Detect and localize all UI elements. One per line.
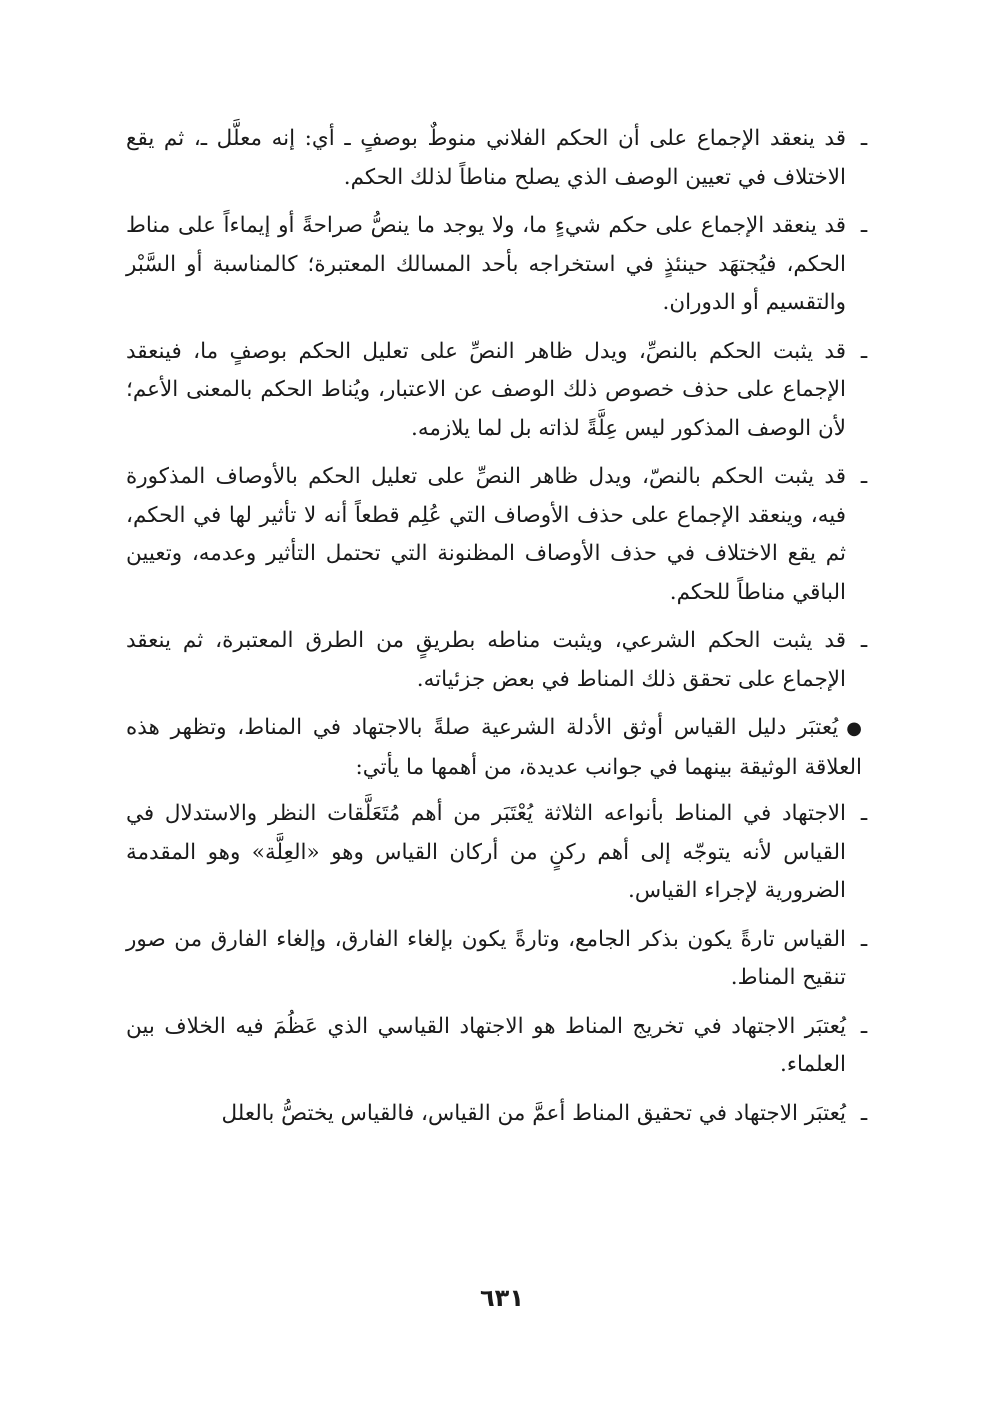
list-item — [126, 921, 874, 998]
list-item-text: قد يثبت الحكم بالنصِّ، ويدل ظاهر النصِّ على تعليل الحكم بوصفٍ ما، فينعقد الإجماع على حذف خصوص ذلك الوصف عن الاعتبار، ويُناط الحكم بالمعنى الأعم؛ لأن الوصف المذكور ليس عِلَّةً لذاته بل لما يلازمه. — [126, 338, 846, 441]
list-item-text: القياس تارةً يكون بذكر الجامع، وتارةً يكون بإلغاء الفارق، وإلغاء الفارق من صور تنقيح المناط. — [126, 926, 846, 990]
page-number: ٦٣١ — [480, 1284, 524, 1312]
list-item — [126, 333, 874, 449]
list-item — [126, 1008, 874, 1085]
bullet-icon: ● — [846, 718, 862, 739]
list-item-text: قد ينعقد الإجماع على أن الحكم الفلاني منوطٌ بوصفٍ ـ أي: إنه معلَّل ـ، ثم يقع الاختلاف في تعيين الوصف الذي يصلح مناطاً لذلك الحكم. — [126, 126, 846, 190]
dash-marker: ـ — [860, 1013, 868, 1039]
list-item — [126, 458, 874, 612]
list-item — [126, 795, 874, 911]
list-item-text: يُعتبَر الاجتهاد في تخريج المناط هو الاجتهاد القياسي الذي عَظُمَ فيه الخلاف بين العلماء. — [126, 1013, 846, 1077]
list-item-text: قد يثبت الحكم بالنصّ، ويدل ظاهر النصِّ على تعليل الحكم بالأوصاف المذكورة فيه، وينعقد الإجماع على حذف الأوصاف التي عُلِم قطعاً أنه لا تأثير لها في الحكم، ثم يقع الاختلاف في حذف الأوصاف المظنونة التي تحتمل التأثير وعدمه، وتعيين الباقي مناطاً للحكم. — [126, 464, 846, 605]
bullet-paragraph — [126, 709, 874, 787]
list-item — [126, 120, 874, 197]
dash-marker: ـ — [860, 126, 868, 151]
dash-marker: ـ — [860, 628, 868, 653]
list-item-text: قد يثبت الحكم الشرعي، ويثبت مناطه بطريقٍ من الطرق المعتبرة، ثم ينعقد الإجماع على تحقق ذلك المناط في بعض جزئياته. — [126, 628, 846, 692]
dash-marker: ـ — [860, 338, 868, 364]
dash-marker: ـ — [860, 464, 868, 489]
list-item-text: الاجتهاد في المناط بأنواعه الثلاثة يُعْتَبَر من أهم مُتَعَلَّقات النظر والاستدلال في القياس لأنه يتوجّه إلى أهم ركنٍ من أركان القياس وهو «العِلَّة» وهو المقدمة الضرورية لإجراء القياس. — [126, 801, 846, 903]
bullet-paragraph-text: يُعتبَر دليل القياس أوثق الأدلة الشرعية صلةً بالاجتهاد في المناط، وتظهر هذه العلاقة الوثيقة بينهما في جوانب عديدة، من أهمها ما يأتي: — [126, 715, 862, 780]
dash-marker: ـ — [860, 926, 868, 952]
list-item — [126, 207, 874, 323]
list-item — [126, 1095, 874, 1134]
dash-marker: ـ — [860, 213, 868, 238]
list-item — [126, 622, 874, 699]
page-body — [126, 120, 874, 1143]
list-item-text: قد ينعقد الإجماع على حكم شيءٍ ما، ولا يوجد ما ينصُّ صراحةً أو إيماءاً على مناط الحكم، فيُجتهَد حينئذٍ في استخراجه بأحد المسالك المعتبرة؛ كالمناسبة أو السَّبْر والتقسيم أو الدوران. — [126, 213, 846, 315]
list-item-text: يُعتبَر الاجتهاد في تحقيق المناط أعمَّ من القياس، فالقياس يختصُّ بالعلل — [221, 1100, 846, 1126]
dash-marker: ـ — [860, 801, 868, 826]
dash-marker: ـ — [860, 1100, 868, 1126]
